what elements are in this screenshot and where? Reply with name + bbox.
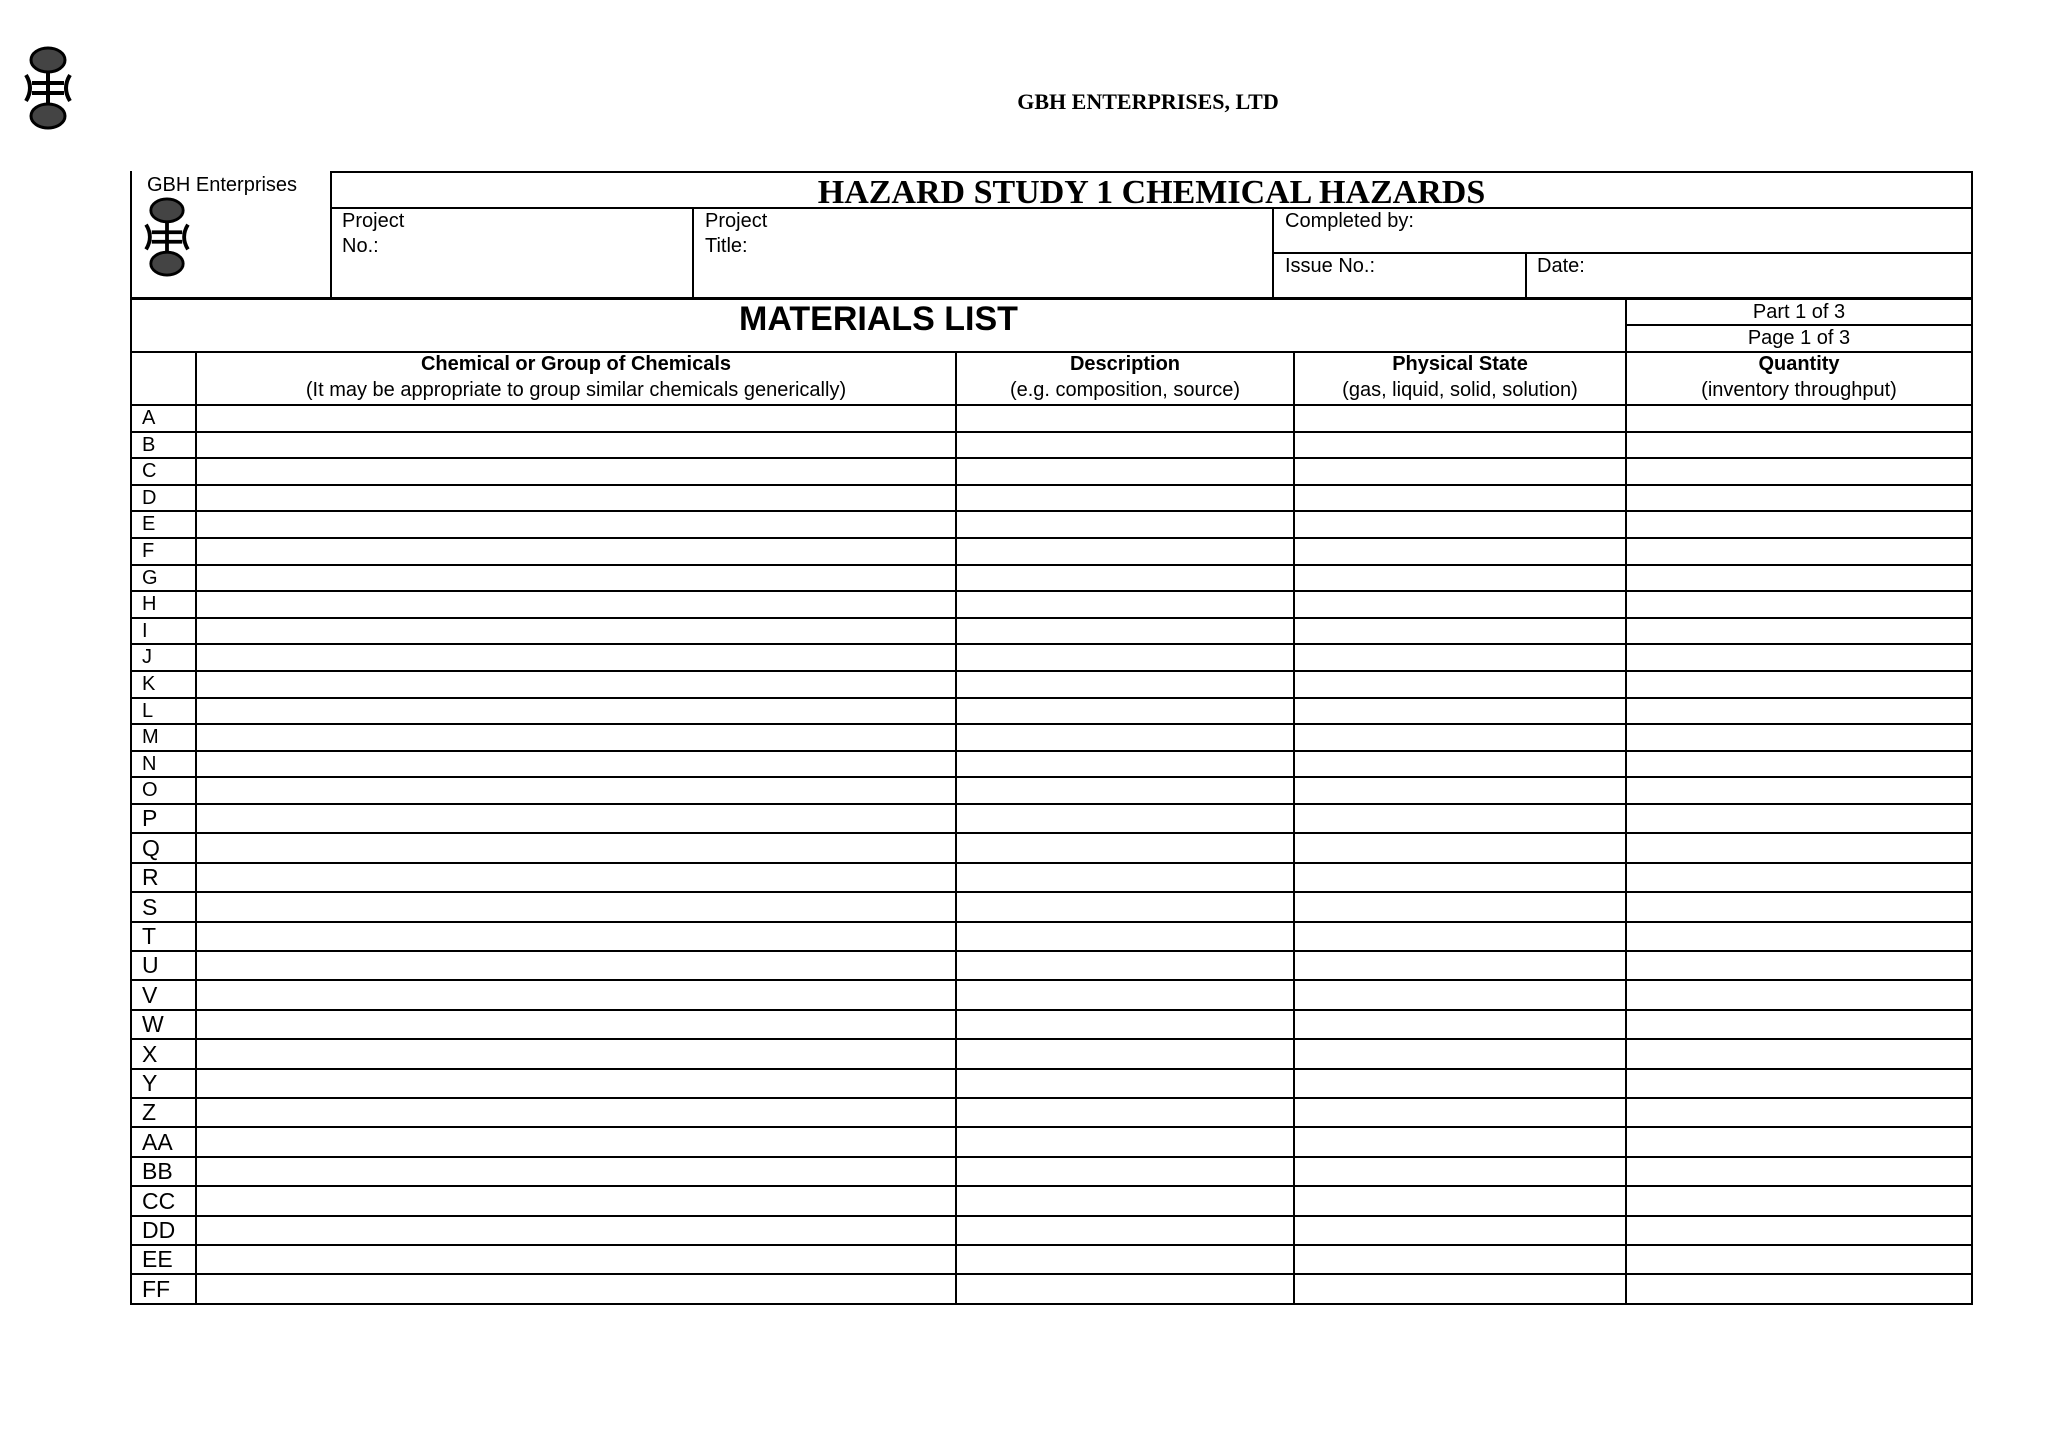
row-label: DD <box>142 1217 176 1243</box>
grid-line <box>130 564 1973 566</box>
row-label: FF <box>142 1276 171 1302</box>
project-no-label-line1: Project <box>342 210 405 232</box>
grid-line <box>1625 351 1627 1305</box>
grid-line <box>130 1185 1973 1187</box>
row-label: E <box>142 513 156 535</box>
grid-line <box>130 1126 1973 1128</box>
grid-line <box>1971 351 1973 1305</box>
grid-line <box>955 351 957 1305</box>
grid-line <box>130 484 1973 486</box>
gbh-logo-icon <box>20 47 76 129</box>
gbh-form-logo-icon <box>140 198 194 276</box>
row-label: V <box>142 982 158 1008</box>
row-label: W <box>142 1011 164 1037</box>
grid-line <box>130 1215 1973 1217</box>
row-label: M <box>142 726 159 748</box>
grid-line <box>130 979 1973 981</box>
row-label: A <box>142 407 156 429</box>
grid-line <box>130 723 1973 725</box>
org-label: GBH Enterprises <box>147 174 298 196</box>
grid-line <box>130 537 1973 539</box>
grid-line <box>195 351 197 1305</box>
row-label: F <box>142 540 155 562</box>
grid-line <box>130 1068 1973 1070</box>
row-label: R <box>142 864 159 890</box>
grid-line <box>130 1156 1973 1158</box>
row-label: P <box>142 805 158 831</box>
row-label: EE <box>142 1246 173 1272</box>
grid-line <box>130 1009 1973 1011</box>
row-label: AA <box>142 1129 173 1155</box>
grid-line <box>130 1303 1973 1305</box>
grid-line <box>1293 351 1295 1305</box>
project-title-label-line1: Project <box>705 210 768 232</box>
row-label: I <box>142 620 148 642</box>
grid-line <box>130 1097 1973 1099</box>
grid-line <box>130 1273 1973 1275</box>
row-label: S <box>142 894 158 920</box>
grid-line <box>130 617 1973 619</box>
column-header-description-sub: (e.g. composition, source) <box>1009 379 1241 401</box>
row-label: Q <box>142 835 160 861</box>
row-label: G <box>142 567 158 589</box>
column-header-chemical-sub: (It may be appropriate to group similar chemicals generically) <box>305 379 847 401</box>
project-title-label-line2: Title: <box>705 235 748 257</box>
grid-line <box>130 1244 1973 1246</box>
row-label: N <box>142 753 157 775</box>
column-header-quantity-sub: (inventory throughput) <box>1701 379 1897 401</box>
grid-line <box>130 697 1973 699</box>
grid-line <box>130 431 1973 433</box>
part-label: Part 1 of 3 <box>1752 301 1846 323</box>
row-label: H <box>142 593 157 615</box>
grid-line <box>130 351 1973 353</box>
date-label: Date: <box>1537 255 1585 277</box>
column-header-physical-state-sub: (gas, liquid, solid, solution) <box>1342 379 1578 401</box>
grid-line <box>130 590 1973 592</box>
row-label: B <box>142 434 156 456</box>
column-header-quantity-title: Quantity <box>1758 353 1840 375</box>
completed-by-label: Completed by: <box>1285 210 1414 232</box>
materials-list-heading: MATERIALS LIST <box>739 300 1018 338</box>
row-label: D <box>142 487 157 509</box>
row-label: K <box>142 673 156 695</box>
grid-line <box>130 643 1973 645</box>
issue-no-label: Issue No.: <box>1285 255 1376 277</box>
grid-line <box>130 950 1973 952</box>
grid-line <box>130 1038 1973 1040</box>
column-header-description-title: Description <box>1069 353 1181 375</box>
row-label: T <box>142 923 157 949</box>
row-label: C <box>142 460 157 482</box>
row-label: Y <box>142 1070 158 1096</box>
row-label: O <box>142 779 158 801</box>
grid-line <box>130 776 1973 778</box>
row-label: Z <box>142 1099 157 1125</box>
page-label: Page 1 of 3 <box>1747 327 1851 349</box>
grid-line <box>130 803 1973 805</box>
column-header-chemical-title: Chemical or Group of Chemicals <box>420 353 732 375</box>
grid-line <box>130 750 1973 752</box>
company-name: GBH ENTERPRISES, LTD <box>1017 89 1279 114</box>
grid-line <box>130 670 1973 672</box>
row-label: L <box>142 700 154 722</box>
grid-line <box>130 832 1973 834</box>
form-title: HAZARD STUDY 1 CHEMICAL HAZARDS <box>817 174 1486 211</box>
row-label: U <box>142 952 159 978</box>
column-header-physical-state-title: Physical State <box>1392 353 1528 375</box>
grid-line <box>130 457 1973 459</box>
grid-line <box>130 891 1973 893</box>
grid-line <box>130 351 132 1305</box>
row-label: CC <box>142 1188 176 1214</box>
row-label: X <box>142 1041 158 1067</box>
grid-line <box>130 921 1973 923</box>
project-no-label-line2: No.: <box>342 235 379 257</box>
row-label: BB <box>142 1158 173 1184</box>
grid-line <box>130 862 1973 864</box>
row-label: J <box>142 646 152 668</box>
grid-line <box>130 510 1973 512</box>
grid-line <box>130 404 1973 406</box>
